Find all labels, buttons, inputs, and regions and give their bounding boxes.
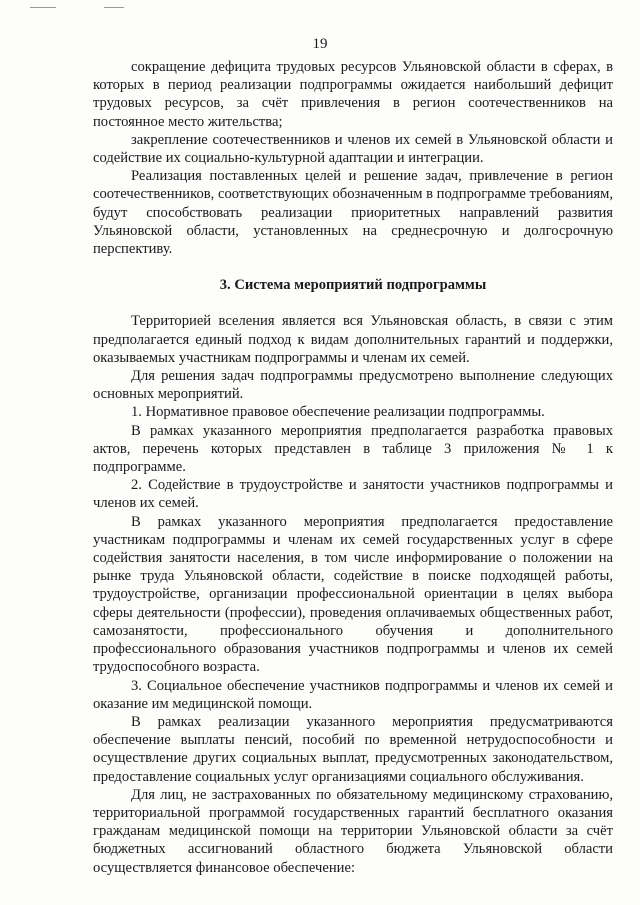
paragraph: Для лиц, не застрахованных по обязательному медицинскому страхованию, территориальной программой государственных гарантий бесплатного оказания гражданам медицинской помощи на территории Ульяновской области за счёт бюджетных ассигнований областного бюджета Ульяновской области осуществляется финансовое обеспечение: [93, 786, 613, 876]
page-number: 19 [312, 36, 328, 52]
paragraph: В рамках указанного мероприятия предполагается предоставление участникам подпрограммы и членам их семей государственных услуг в сфере содействия занятости населения, в том числе информирование о положении на рынке труда Ульяновской области, содействие в поиске подходящей работы, трудоустройстве, организации профессиональной ориентации в целях выбора сферы деятельности (профессии), проведения оплачиваемых общественных работ, самозанятости, профессионального обучения и дополнительного профессионального образования участников подпрограммы и членов их семей трудоспособного возраста. [93, 513, 613, 676]
paragraph: В рамках указанного мероприятия предполагается разработка правовых актов, перечень которых представлен в таблице 3 приложения № 1 к подпрограмме. [93, 422, 613, 476]
scan-artifact-line [30, 7, 56, 8]
paragraph: 3. Социальное обеспечение участников подпрограммы и членов их семей и оказание им медицинской помощи. [93, 677, 613, 712]
paragraph: Территорией вселения является вся Ульяновская область, в связи с этим предполагается единый подход к видам дополнительных гарантий и поддержки, оказываемых участникам подпрограммы и членам их семей. [93, 313, 613, 366]
section-heading: 3. Система мероприятий подпрограммы [219, 277, 487, 294]
paragraph: Для решения задач подпрограммы предусмотрено выполнение следующих основных мероприятий. [93, 368, 613, 403]
document-body [93, 58, 613, 877]
paragraph: 1. Нормативное правовое обеспечение реализации подпрограммы. [131, 404, 545, 421]
paragraph: В рамках реализации указанного мероприятия предусматриваются обеспечение выплаты пенсий, пособий по временной нетрудоспособности и осуществление других социальных выплат, предусмотренных законодательством, предоставление социальных услуг организациями социального обслуживания. [93, 713, 613, 785]
paragraph: Реализация поставленных целей и решение задач, привлечение в регион соотечественников, соответствующих обозначенным в подпрограмме требованиям, будут способствовать реализации приоритетных направлений развития Ульяновской области, установленных на среднесрочную и долгосрочную перспективу. [93, 168, 613, 258]
paragraph: закрепление соотечественников и членов их семей в Ульяновской области и содействие их социально-культурной адаптации и интеграции. [93, 131, 613, 167]
paragraph: сокращение дефицита трудовых ресурсов Ульяновской области в сферах, в которых в период реализации подпрограммы ожидается наибольший дефицит трудовых ресурсов, за счёт привлечения в регион соотечественников на постоянное место жительства; [93, 59, 613, 130]
scan-artifact-line [104, 7, 124, 8]
paragraph: 2. Содействие в трудоустройстве и занятости участников подпрограммы и членов их семей. [93, 477, 613, 512]
